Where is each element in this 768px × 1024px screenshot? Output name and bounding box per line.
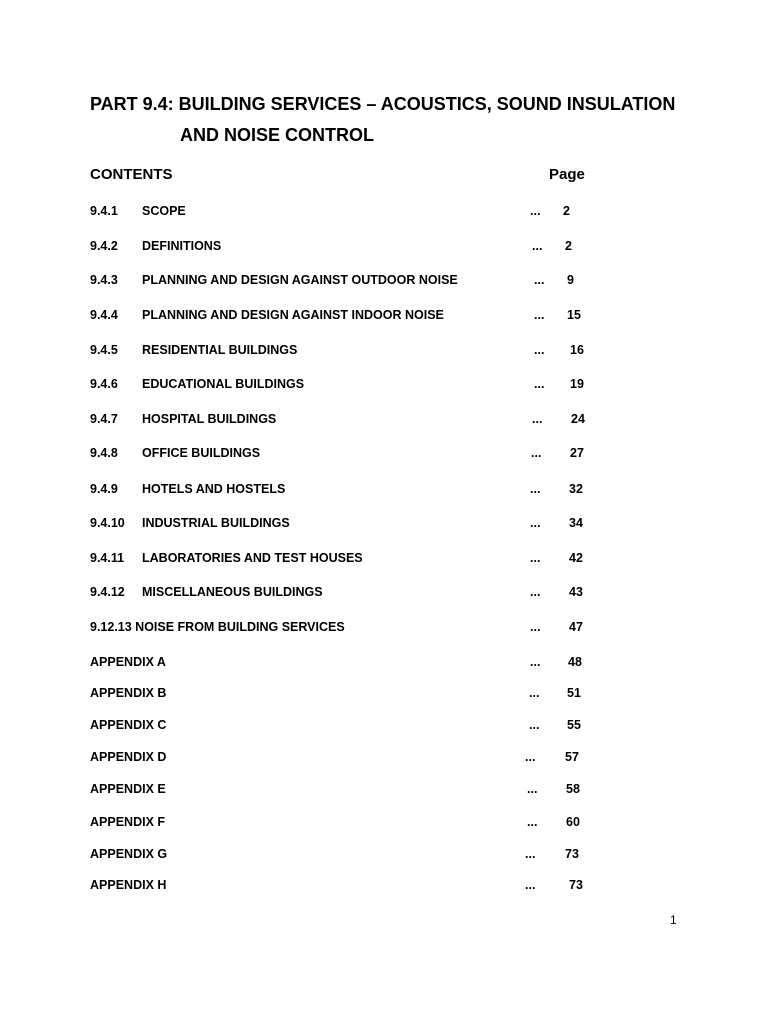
toc-entry-page: 47 [569,620,583,634]
toc-entry-number: 9.4.9 [90,482,118,496]
toc-appendix-page: 73 [565,847,579,861]
toc-appendix-title: APPENDIX D [90,750,167,764]
toc-entry-number: 9.4.5 [90,343,118,357]
toc-leader-dots: ... [534,377,545,391]
toc-appendix-page: 51 [567,686,581,700]
toc-entry [0,239,768,257]
toc-leader-dots: ... [529,686,540,700]
contents-heading: CONTENTS [90,166,173,183]
toc-leader-dots: ... [525,847,536,861]
toc-appendix-page: 48 [568,655,582,669]
toc-appendix [0,718,768,736]
toc-leader-dots: ... [532,412,543,426]
toc-appendix [0,782,768,800]
toc-appendix [0,878,768,896]
toc-entry [0,377,768,395]
toc-appendix-title: APPENDIX C [90,718,167,732]
toc-entry-title: PLANNING AND DESIGN AGAINST OUTDOOR NOISE [142,273,458,287]
toc-leader-dots: ... [530,482,541,496]
toc-entry [0,446,768,464]
toc-appendix-page: 57 [565,750,579,764]
toc-entry-page: 42 [569,551,583,565]
toc-entry-title: RESIDENTIAL BUILDINGS [142,343,298,357]
toc-entry-number: 9.4.11 [90,551,125,565]
toc-entry-title: HOTELS AND HOSTELS [142,482,286,496]
toc-entry-page: 24 [571,412,585,426]
toc-leader-dots: ... [534,343,545,357]
toc-entry-page: 2 [563,204,570,218]
toc-entry-title: OFFICE BUILDINGS [142,446,261,460]
toc-appendix-title: APPENDIX A [90,655,166,669]
toc-leader-dots: ... [525,750,536,764]
toc-appendix [0,655,768,673]
toc-entry-number: 9.4.1 [90,204,118,218]
toc-entry-number: 9.4.12 [90,585,125,599]
toc-entry-number: 9.4.7 [90,412,118,426]
toc-entry [0,343,768,361]
toc-leader-dots: ... [530,204,541,218]
toc-entry-page: 15 [567,308,581,322]
document-title-line-2: AND NOISE CONTROL [180,125,375,145]
toc-entry-number: 9.4.6 [90,377,118,391]
toc-entry-number: 9.4.8 [90,446,118,460]
toc-entry-page: 27 [570,446,584,460]
toc-leader-dots: ... [532,239,543,253]
toc-entry-page: 2 [565,239,572,253]
toc-entry-title: INDUSTRIAL BUILDINGS [142,516,290,530]
toc-appendix-page: 73 [569,878,583,892]
toc-entry-page: 43 [569,585,583,599]
toc-entry-building-services [0,620,768,638]
toc-entry-title: DEFINITIONS [142,239,222,253]
toc-entry-number: 9.4.3 [90,273,118,287]
toc-leader-dots: ... [534,273,545,287]
toc-entry-page: 16 [570,343,584,357]
toc-leader-dots: ... [527,815,538,829]
toc-leader-dots: ... [530,585,541,599]
toc-entry-title: MISCELLANEOUS BUILDINGS [142,585,323,599]
toc-entry [0,551,768,569]
toc-entry-page: 9 [567,273,574,287]
toc-entry [0,412,768,430]
toc-entry [0,585,768,603]
toc-entry [0,204,768,222]
toc-entry [0,482,768,500]
toc-entry-page: 19 [570,377,584,391]
toc-leader-dots: ... [530,551,541,565]
toc-appendix [0,847,768,865]
toc-entry-title: EDUCATIONAL BUILDINGS [142,377,305,391]
toc-entry-number: 9.4.10 [90,516,125,530]
toc-entry-title: LABORATORIES AND TEST HOUSES [142,551,363,565]
toc-leader-dots: ... [530,620,541,634]
page-column-heading: Page [549,166,585,183]
toc-entry-title: SCOPE [142,204,186,218]
toc-entry [0,308,768,326]
toc-entry-page: 34 [569,516,583,530]
toc-appendix [0,686,768,704]
toc-appendix-page: 58 [566,782,580,796]
toc-leader-dots: ... [527,782,538,796]
toc-appendix-title: APPENDIX F [90,815,166,829]
toc-leader-dots: ... [529,718,540,732]
toc-entry-title: HOSPITAL BUILDINGS [142,412,277,426]
toc-leader-dots: ... [530,516,541,530]
toc-leader-dots: ... [534,308,545,322]
toc-leader-dots: ... [530,655,541,669]
toc-entry [0,516,768,534]
toc-entry-page: 32 [569,482,583,496]
toc-appendix [0,815,768,833]
toc-leader-dots: ... [531,446,542,460]
toc-appendix-page: 60 [566,815,580,829]
toc-entry-number: 9.4.4 [90,308,118,322]
toc-leader-dots: ... [525,878,536,892]
toc-entry-title: 9.12.13 NOISE FROM BUILDING SERVICES [90,620,345,634]
toc-appendix-title: APPENDIX H [90,878,167,892]
toc-appendix [0,750,768,768]
toc-appendix-title: APPENDIX G [90,847,168,861]
toc-appendix-title: APPENDIX B [90,686,167,700]
toc-entry-number: 9.4.2 [90,239,118,253]
toc-appendix-page: 55 [567,718,581,732]
page-number: 1 [670,913,677,927]
toc-entry-title: PLANNING AND DESIGN AGAINST INDOOR NOISE [142,308,444,322]
toc-appendix-title: APPENDIX E [90,782,166,796]
document-title-line-1: PART 9.4: BUILDING SERVICES – ACOUSTICS, SOUND INSULATION [90,94,676,114]
toc-entry [0,273,768,291]
